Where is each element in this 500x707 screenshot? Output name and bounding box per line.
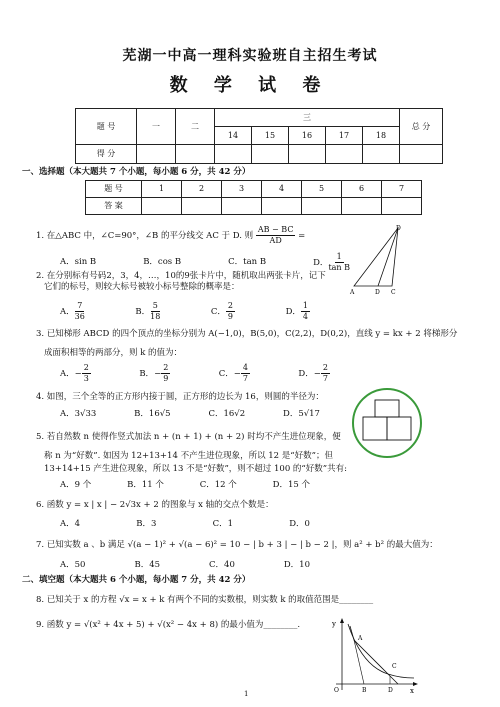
q1-frac-den: AD	[269, 236, 282, 245]
q2-a-label: A．	[60, 307, 75, 317]
q1-d-den: tan B	[328, 263, 350, 272]
q1-option-a[interactable]: A．sin B	[60, 257, 97, 268]
q3-c-num: 4	[242, 363, 248, 372]
answer-header-num: 3	[222, 181, 262, 198]
q5-line1: 5. 若自然数 n 使得作竖式加法 n + (n + 1) + (n + 2) 时均不产生进位现象，便	[36, 432, 341, 442]
q2-line1: 2. 在分别标有号码2，3，4，…，10的9张卡片中，随机取出两张卡片，记下	[36, 271, 326, 281]
q6-option-d[interactable]: D．0	[289, 519, 310, 529]
q3-d-frac	[321, 363, 330, 384]
question-8: 8. 已知关于 x 的方程 √x = x + k 有两个不同的实数根，则实数 k 的取值范围是________	[36, 595, 374, 605]
answer-header-label: 题 号	[86, 181, 142, 198]
score-cell[interactable]	[326, 145, 363, 164]
q2-b-den: 18	[150, 312, 161, 321]
q1-text: 1. 在△ABC 中，∠C=90°，∠B 的平分线交 AC 于 D. 则	[36, 231, 254, 241]
q1-option-d[interactable]	[313, 252, 350, 273]
q7-option-a[interactable]: A．50	[60, 560, 86, 570]
q1-d-num: 1	[336, 252, 342, 261]
q6-options	[60, 519, 310, 530]
graph-label-b: B	[362, 687, 367, 694]
q3-d-num: 2	[322, 363, 328, 372]
score-table	[75, 108, 443, 164]
answer-cell[interactable]	[142, 198, 182, 215]
q3-c-label: C．	[218, 369, 234, 379]
graph-label-o: O	[334, 687, 339, 694]
section-heading-2: 二、填空题（本大题共 6 个小题，每小题 7 分，共 42 分）	[22, 575, 251, 585]
score-cell[interactable]	[400, 145, 443, 164]
answer-row-label: 答 案	[86, 198, 142, 215]
answer-header-num: 5	[302, 181, 342, 198]
q2-option-a[interactable]	[60, 301, 85, 322]
score-cell[interactable]	[137, 145, 176, 164]
score-cell[interactable]	[252, 145, 289, 164]
q2-line2: 它们的标号，则较大标号被较小标号整除的概率是：	[44, 281, 240, 292]
q3-a-sign: −	[74, 369, 82, 379]
score-header-part2: 二	[176, 109, 215, 145]
question-7: 7. 已知实数 a 、b 满足 √(a − 1)² + √(a − 6)² = 10 − | b + 3 | − | b − 2 |，则 a² + b² 的最大值为：	[36, 540, 438, 550]
q3-c-den: 7	[242, 374, 248, 383]
q7-option-b[interactable]: B．45	[134, 560, 161, 570]
answer-header-num: 6	[342, 181, 382, 198]
graph-label-c: C	[392, 663, 397, 670]
score-header-total: 总 分	[400, 109, 443, 145]
question-5	[36, 432, 366, 475]
q7-option-c[interactable]: C．40	[209, 560, 235, 570]
q3-options	[60, 363, 330, 384]
q4-options	[60, 409, 320, 420]
q4-option-a[interactable]: A．3√33	[60, 409, 97, 419]
q2-b-frac	[150, 301, 160, 322]
graph-x-label: x	[410, 687, 414, 694]
score-sub-17: 17	[326, 127, 363, 145]
question-4: 4. 如图，三个全等的正方形内接于圆，正方形的边长为 16，则圆的半径为：	[36, 392, 324, 402]
fig-label-c: C	[391, 289, 396, 296]
q2-a-frac	[75, 301, 85, 322]
fig-label-b: D	[396, 225, 401, 232]
q2-a-den: 36	[74, 312, 85, 321]
q6-option-c[interactable]: C．1	[212, 519, 234, 529]
q5-line3: 13+14+15 产生进位现象，所以 13 不是“好数”，则不超过 100 的“好数”共有:	[44, 464, 347, 475]
q3-c-frac	[241, 363, 250, 384]
q4-option-b[interactable]: B．16√5	[134, 409, 171, 419]
q3-d-den: 7	[322, 374, 328, 383]
q3-option-a[interactable]	[60, 363, 91, 384]
answer-cell[interactable]	[342, 198, 382, 215]
answer-cell[interactable]	[382, 198, 422, 215]
q3-a-frac	[82, 363, 91, 384]
q2-option-b[interactable]	[135, 301, 160, 322]
score-header-part3: 三	[215, 109, 400, 127]
exam-subject-title: 数 学 试 卷	[169, 75, 331, 96]
q3-b-num: 2	[163, 363, 169, 372]
answer-header-num: 4	[262, 181, 302, 198]
q2-d-num: 1	[302, 301, 308, 310]
answer-header-num: 2	[182, 181, 222, 198]
q2-c-num: 2	[227, 301, 233, 310]
q5-option-c[interactable]: C．12 个	[199, 480, 237, 490]
q1-eq: =	[298, 231, 306, 241]
q5-option-a[interactable]: A．9 个	[60, 480, 92, 490]
answer-cell[interactable]	[182, 198, 222, 215]
q1-fraction	[256, 225, 296, 246]
q6-option-a[interactable]: A．4	[60, 519, 81, 529]
q2-option-c[interactable]	[211, 301, 235, 322]
exam-school-title: 芜湖一中高一理科实验班自主招生考试	[122, 48, 378, 64]
score-sub-18: 18	[363, 127, 400, 145]
score-sub-14: 14	[215, 127, 252, 145]
q3-option-b[interactable]	[139, 363, 170, 384]
question-9: 9. 函数 y = √(x² + 4x + 5) + √(x² − 4x + 8) 的最小值为________.	[36, 620, 301, 630]
q3-b-sign: −	[154, 369, 162, 379]
q4-option-d[interactable]: D．5√17	[283, 409, 320, 419]
q7-option-d[interactable]: D．10	[283, 560, 310, 570]
triangle-figure	[346, 224, 406, 296]
fig-label-a: A	[350, 289, 355, 296]
answer-cell[interactable]	[222, 198, 262, 215]
q3-line2: 成面积相等的两部分，则 k 的值为：	[44, 347, 183, 358]
q5-option-d[interactable]: D．15 个	[272, 480, 310, 490]
question-1	[36, 225, 366, 246]
q2-b-num: 5	[152, 301, 158, 310]
q6-option-b[interactable]: B．3	[136, 519, 157, 529]
q5-option-b[interactable]: B．11 个	[127, 480, 164, 490]
q3-a-label: A．	[60, 369, 75, 379]
q4-option-c[interactable]: C．16√2	[208, 409, 246, 419]
score-cell[interactable]	[176, 145, 215, 164]
q3-d-label: D．	[298, 369, 314, 379]
q3-option-c[interactable]	[219, 363, 250, 384]
question-6: 6. 函数 y = x | x | − 2√3x + 2 的图象与 x 轴的交点个数是：	[36, 500, 274, 510]
q2-c-frac	[226, 301, 235, 322]
answer-header-num: 7	[382, 181, 422, 198]
graph-label-d: D	[388, 687, 393, 694]
score-sub-15: 15	[252, 127, 289, 145]
score-header-part1: 一	[137, 109, 176, 145]
answer-table	[85, 180, 422, 215]
score-row-label: 得 分	[76, 145, 137, 164]
answer-cell[interactable]	[302, 198, 342, 215]
score-header-label: 题 号	[76, 109, 137, 145]
q2-d-frac	[301, 301, 310, 322]
q1-option-d-label: D．	[313, 258, 329, 268]
q2-c-den: 9	[227, 312, 233, 321]
q2-a-num: 7	[77, 301, 83, 310]
q3-c-sign: −	[233, 369, 241, 379]
q5-line2: 称 n 为“好数”. 如因为 12+13+14 不产生进位现象，所以 12 是“好数”；但	[44, 450, 333, 461]
question-3	[36, 329, 476, 358]
q2-b-label: B．	[135, 307, 151, 317]
function-graph-figure	[328, 616, 420, 694]
q1-options	[60, 252, 350, 273]
q5-options	[60, 480, 310, 491]
q1-frac-num: AB − BC	[257, 225, 294, 234]
answer-header-num: 1	[142, 181, 182, 198]
q1-option-c[interactable]: C．tan B	[228, 257, 267, 268]
fig-label-d: D	[375, 289, 380, 296]
section-heading-1: 一、选择题（本大题共 7 个小题，每小题 6 分，共 42 分）	[22, 167, 251, 177]
q2-c-label: C．	[210, 307, 226, 317]
q3-option-d[interactable]	[298, 363, 330, 384]
question-2	[36, 271, 346, 292]
q3-a-num: 2	[83, 363, 89, 372]
q3-b-label: B．	[139, 369, 155, 379]
score-cell[interactable]	[363, 145, 400, 164]
q3-a-den: 3	[83, 374, 89, 383]
answer-cell[interactable]	[262, 198, 302, 215]
q7-options	[60, 560, 310, 571]
graph-label-a: A	[358, 635, 363, 642]
q2-option-d[interactable]	[286, 301, 310, 322]
score-cell[interactable]	[289, 145, 326, 164]
graph-y-label: y	[332, 620, 336, 628]
q3-b-frac	[161, 363, 170, 384]
q2-d-den: 4	[302, 312, 308, 321]
q3-line1: 3. 已知梯形 ABCD 的四个顶点的坐标分别为 A(−1,0)，B(5,0)，C(2,2)，D(0,2)，直线 y = kx + 2 将梯形分	[36, 329, 458, 339]
page-number: 1	[244, 690, 249, 698]
q2-d-label: D．	[285, 307, 301, 317]
score-sub-16: 16	[289, 127, 326, 145]
q3-d-sign: −	[313, 369, 321, 379]
q2-options	[60, 301, 310, 322]
score-cell[interactable]	[215, 145, 252, 164]
q3-b-den: 9	[163, 374, 169, 383]
q1-option-b[interactable]: B．cos B	[143, 257, 182, 268]
